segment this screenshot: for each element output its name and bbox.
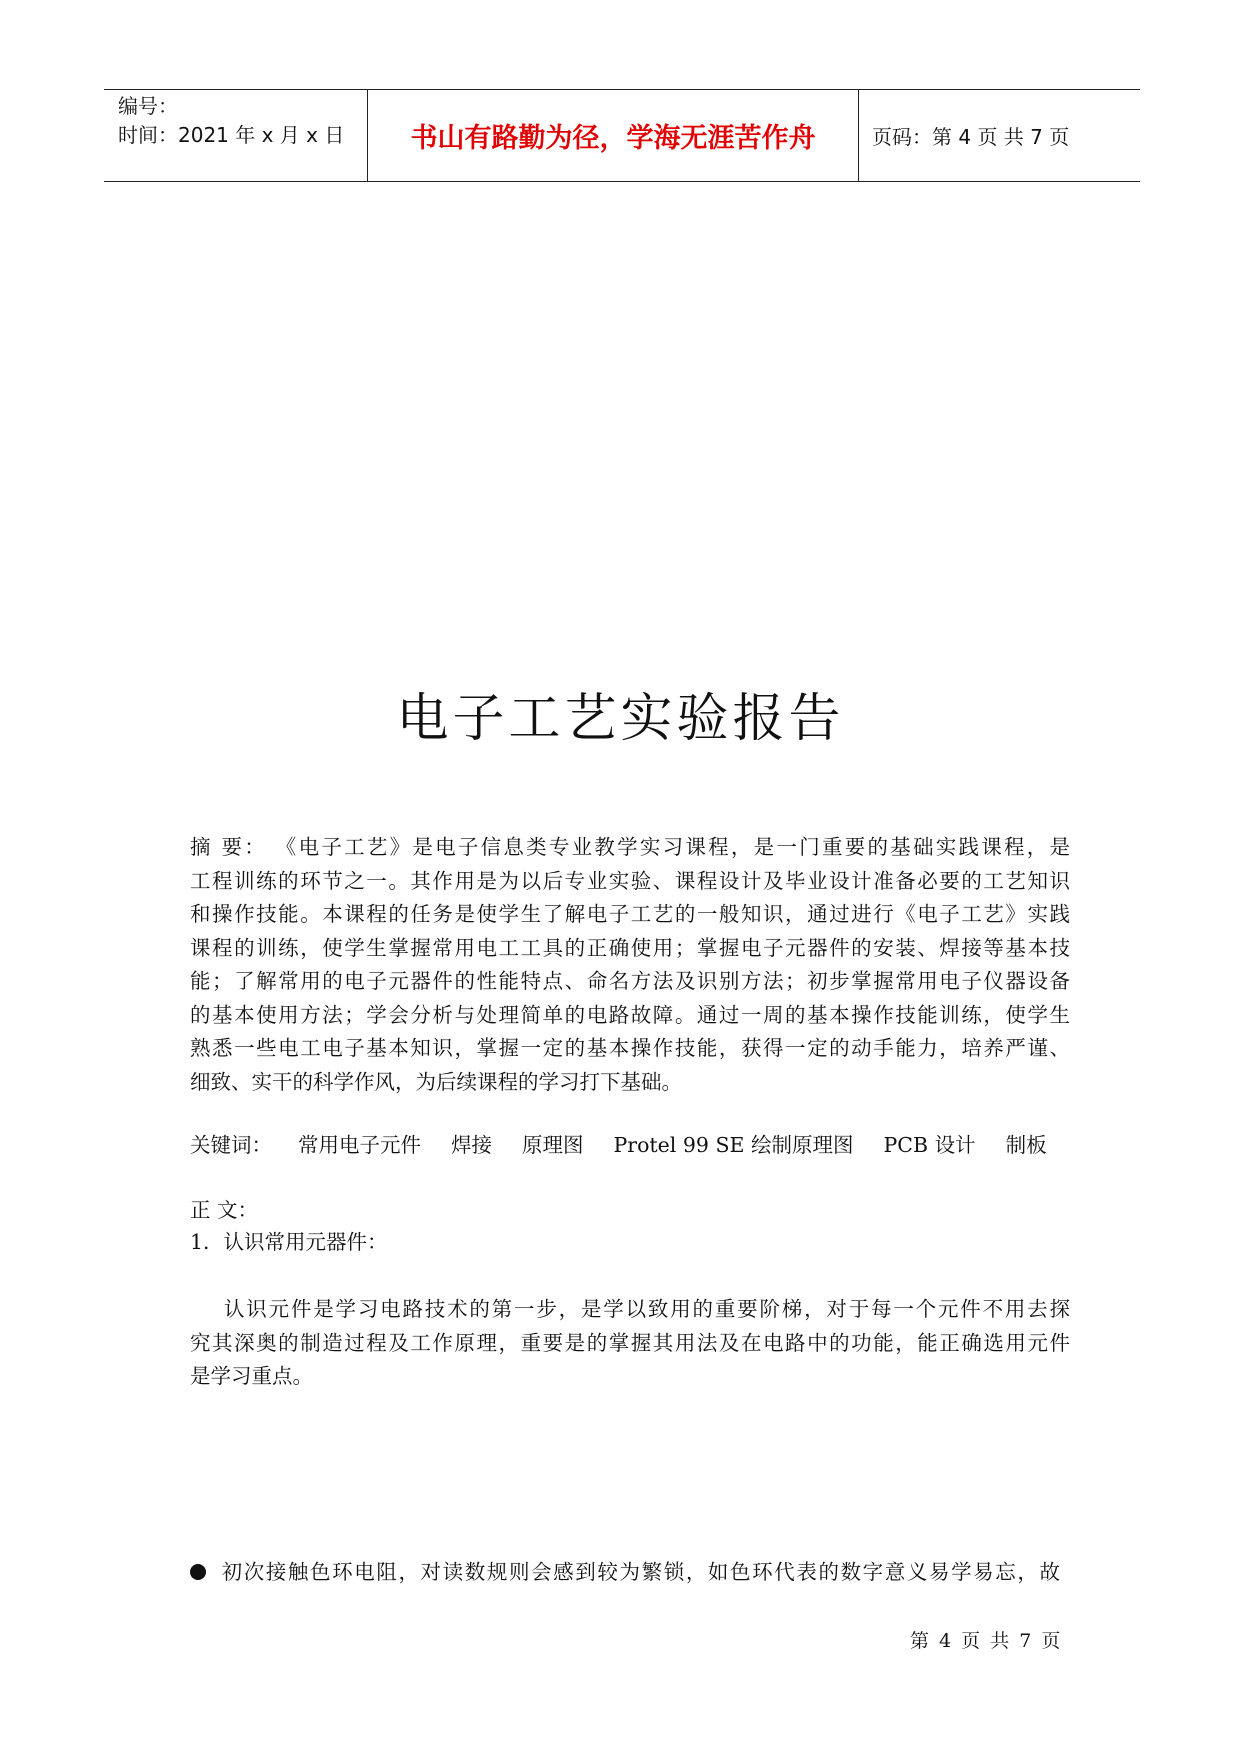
abstract-line: 摘 要： 《电子工艺》是电子信息类专业教学实习课程，是一门重要的基础实践课程，是 <box>190 835 1070 859</box>
bullet-text: 初次接触色环电阻，对读数规则会感到较为繁锁，如色环代表的数字意义易学易忘，故 <box>220 1560 1060 1584</box>
keyword: Protel 99 SE 绘制原理图 <box>613 1133 854 1157</box>
abstract-paragraph <box>190 831 1070 1099</box>
paragraph-line: 是学习重点。 <box>190 1364 313 1388</box>
keywords-line <box>190 1129 1047 1162</box>
keyword: 原理图 <box>522 1133 584 1157</box>
keyword: PCB 设计 <box>883 1133 976 1157</box>
paragraph-line: 究其深奥的制造过程及工作原理，重要是的掌握其用法及在电路中的功能，能正确选用元件 <box>190 1330 1070 1355</box>
header-motto: 书山有路勤为径，学海无涯苦作舟 <box>410 123 816 154</box>
keyword: 常用电子元件 <box>298 1133 421 1157</box>
header-page-code: 页码：第 4 页 共 7 页 <box>872 125 1070 149</box>
keyword: 制板 <box>1005 1133 1047 1157</box>
section-heading: 1．认识常用元器件： <box>190 1230 388 1254</box>
header-divider <box>858 90 859 181</box>
document-number-label: 编号： <box>118 94 178 118</box>
abstract-line: 工程训练的环节之一。其作用是为以后专业实验、课程设计及毕业设计准备必要的工艺知识 <box>190 868 1070 893</box>
document-title: 电子工艺实验报告 <box>396 689 845 749</box>
header-meta <box>118 92 363 150</box>
abstract-line: 和操作技能。本课程的任务是使学生了解电子工艺的一般知识，通过进行《电子工艺》实践 <box>190 902 1070 926</box>
page-footer: 第 4 页 共 7 页 <box>910 1630 1061 1652</box>
keywords-label: 关键词： <box>190 1133 272 1157</box>
bullet-icon <box>190 1564 206 1580</box>
abstract-line: 课程的训练，使学生掌握常用电工工具的正确使用；掌握电子元器件的安装、焊接等基本技 <box>190 935 1070 960</box>
abstract-line: 细致、实干的科学作风，为后续课程的学习打下基础。 <box>190 1069 682 1094</box>
abstract-line: 熟悉一些电工电子基本知识，掌握一定的基本操作技能，获得一定的动手能力，培养严谨、 <box>190 1036 1070 1060</box>
document-time-label: 时间：2021 年 x 月 x 日 <box>118 123 345 147</box>
abstract-line: 能；了解常用的电子元器件的性能特点、命名方法及识别方法；初步掌握常用电子仪器设备 <box>190 969 1070 993</box>
bullet-item <box>190 1556 1060 1589</box>
page-header <box>104 89 1140 182</box>
keyword: 焊接 <box>451 1133 492 1157</box>
body-label: 正 文： <box>190 1198 259 1222</box>
paragraph-line: 认识元件是学习电路技术的第一步，是学以致用的重要阶梯，对于每一个元件不用去探 <box>224 1297 1070 1321</box>
abstract-line: 的基本使用方法；学会分析与处理简单的电路故障。通过一周的基本操作技能训练，使学生 <box>190 1002 1070 1027</box>
body-paragraph <box>190 1293 1070 1394</box>
